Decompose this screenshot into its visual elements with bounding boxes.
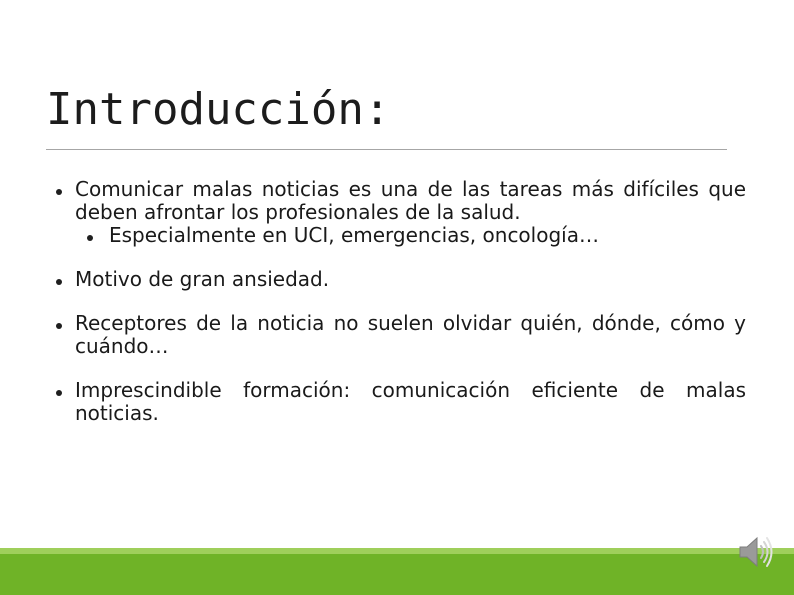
bullet-text: Receptores de la noticia no suelen olvidar quién, dónde, cómo y cuándo… [75,311,746,358]
title-divider [46,149,727,150]
sub-bullet-item [56,224,746,247]
bullet-list [56,178,746,425]
footer-band-fill [0,554,794,595]
bullet-text: Comunicar malas noticias es una de las tareas más difíciles que deben afrontar los profesionales de la salud. [75,177,746,224]
bullet-dot-icon [56,189,62,195]
slide-title: Introducción: [46,84,391,135]
bullet-dot-icon [56,390,62,396]
bullet-text: Imprescindible formación: comunicación eficiente de malas noticias. [75,378,746,425]
bullet-item [56,379,746,425]
speaker-icon[interactable] [730,528,778,576]
bullet-item [56,268,746,291]
footer-band [0,548,794,595]
sub-bullet-text: Especialmente en UCI, emergencias, oncología… [109,223,599,247]
bullet-dot-icon [87,235,93,241]
bullet-text: Motivo de gran ansiedad. [75,267,330,291]
bullet-item [56,312,746,358]
bullet-dot-icon [56,279,62,285]
bullet-dot-icon [56,323,62,329]
bullet-item [56,178,746,224]
